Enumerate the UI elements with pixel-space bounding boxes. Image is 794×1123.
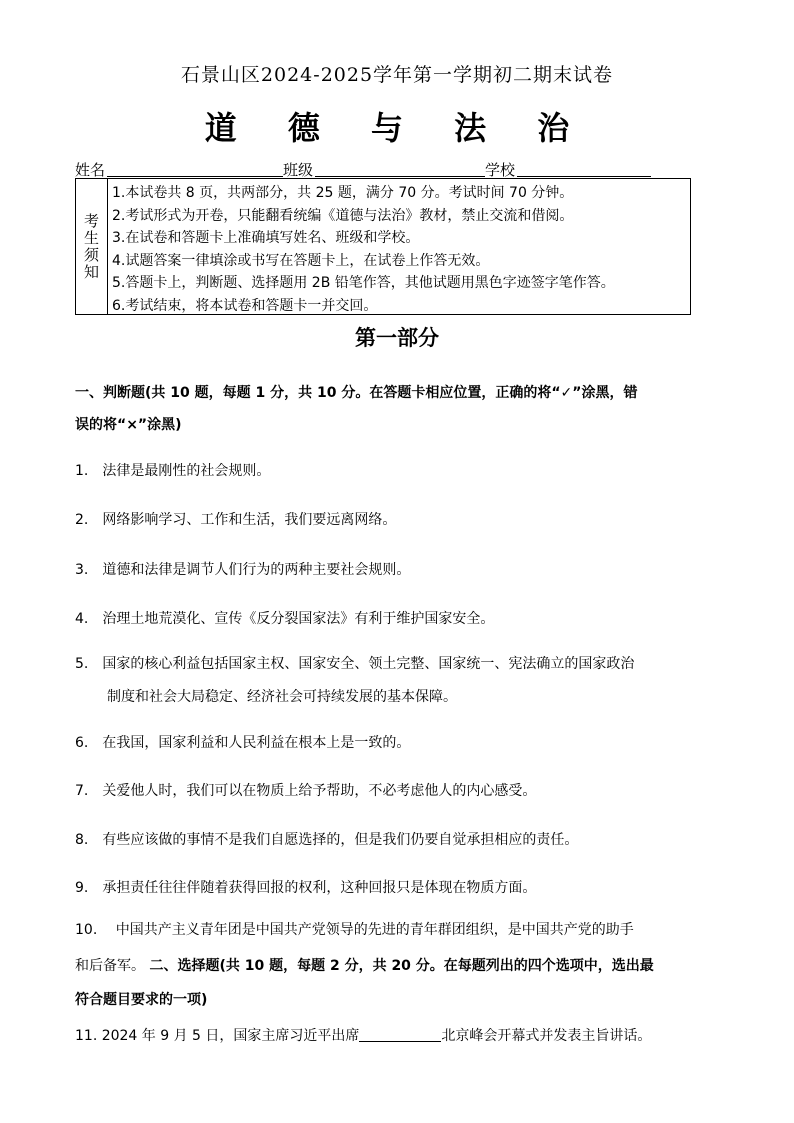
subject-title: 道 德 与 法 治 (204, 109, 590, 147)
question-11 (75, 1019, 715, 1053)
notice-label: 考生须知 (82, 212, 100, 281)
school-field-line[interactable] (517, 176, 651, 177)
section-1-title-cont: 误的将“×”涂黑) (75, 417, 182, 433)
class-field-line[interactable] (315, 176, 485, 177)
name-label: 姓名 (75, 161, 106, 179)
notice-item: 3.在试卷和答题卡上准确填写姓名、班级和学校。 (112, 230, 420, 246)
school-label: 学校 (485, 161, 516, 179)
notice-list (112, 182, 686, 317)
question-3: 3. 道德和法律是调节人们行为的两种主要社会规则。 (75, 562, 411, 578)
question-5-cont: 制度和社会大局稳定、经济社会可持续发展的基本保障。 (107, 689, 457, 705)
student-info-line (75, 159, 655, 179)
question-1: 1. 法律是最刚性的社会规则。 (75, 463, 271, 479)
notice-label-cell (76, 179, 108, 314)
question-11-blank (359, 1027, 441, 1042)
question-11-text-before: 11. 2024 年 9 月 5 日，国家主席习近平出席 (75, 1028, 360, 1044)
notice-item: 6.考试结束，将本试卷和答题卡一并交回。 (112, 297, 378, 314)
notice-item: 2.考试形式为开卷，只能翻看统编《道德与法治》教材，禁止交流和借阅。 (112, 207, 574, 224)
name-field-line[interactable] (107, 176, 283, 177)
section-2-title: 二、选择题(共 10 题，每题 2 分，共 20 分。在每题列出的四个选项中，选出最 (149, 958, 654, 974)
notice-item: 5.答题卡上，判断题、选择题用 2B 铅笔作答，其他试题用黑色字迹签字笔作答。 (112, 275, 615, 291)
question-8: 8. 有些应该做的事情不是我们自愿选择的，但是我们仍要自觉承担相应的责任。 (75, 832, 579, 848)
question-11-text-after: 北京峰会开幕式并发表主旨讲话。 (441, 1028, 652, 1044)
notice-item: 1.本试卷共 8 页，共两部分，共 25 题，满分 70 分。考试时间 70 分钟。 (112, 185, 574, 201)
question-9: 9. 承担责任往往伴随着获得回报的权利，这种回报只是体现在物质方面。 (75, 880, 537, 896)
question-6: 6. 在我国，国家利益和人民利益在根本上是一致的。 (75, 735, 411, 751)
part-title: 第一部分 (355, 326, 439, 350)
question-5: 5. 国家的核心利益包括国家主权、国家安全、领土完整、国家统一、宪法确立的国家政治 (75, 656, 635, 672)
exam-title: 石景山区2024-2025学年第一学期初二期末试卷 (180, 64, 614, 86)
question-10-cont-line (75, 949, 715, 983)
question-10: 10. 中国共产主义青年团是中国共产党领导的先进的青年群团组织，是中国共产党的助手 (75, 922, 634, 938)
section-2-title-cont: 符合题目要求的一项) (75, 992, 208, 1008)
question-4: 4. 治理土地荒漠化、宣传《反分裂国家法》有利于维护国家安全。 (75, 611, 495, 627)
class-label: 班级 (283, 161, 314, 179)
question-10-cont: 和后备军。 (75, 958, 145, 974)
question-2: 2. 网络影响学习、工作和生活，我们要远离网络。 (75, 512, 397, 528)
notice-item: 4.试题答案一律填涂或书写在答题卡上，在试卷上作答无效。 (112, 252, 490, 269)
exam-notice-box (75, 178, 691, 315)
section-1-title: 一、判断题(共 10 题，每题 1 分，共 10 分。在答题卡相应位置，正确的将“✓”涂黑，错 (75, 385, 638, 401)
question-7: 7. 关爱他人时，我们可以在物质上给予帮助，不必考虑他人的内心感受。 (75, 783, 537, 799)
